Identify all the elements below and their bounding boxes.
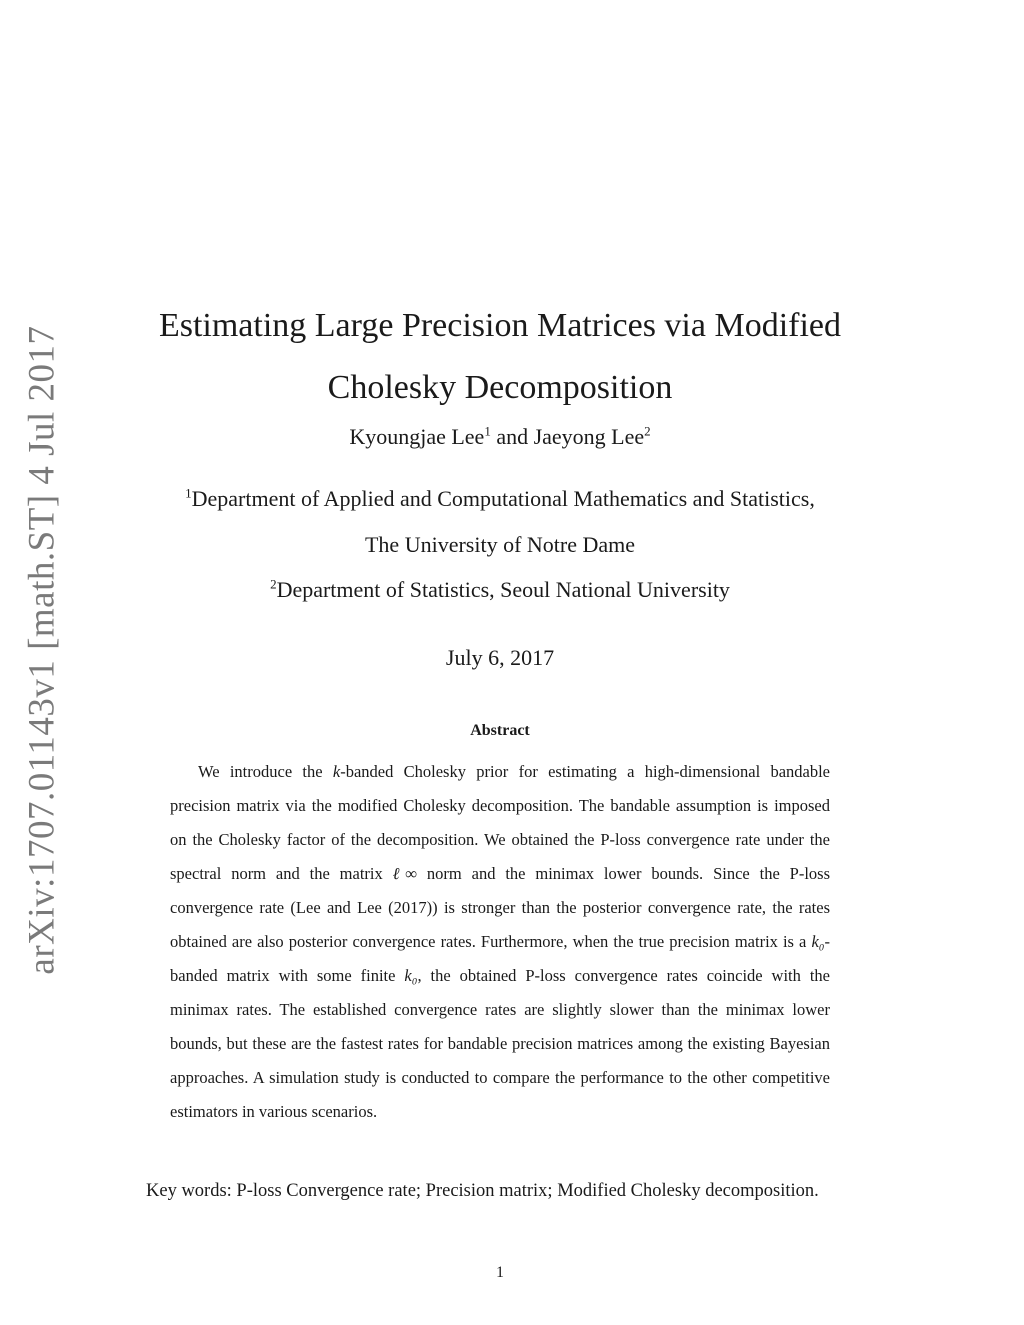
author-2: Jaeyong Lee: [533, 424, 645, 449]
paper-date: July 6, 2017: [445, 645, 555, 670]
author-connector: and: [490, 424, 534, 449]
abstract-math-ell-inf: ℓ∞: [392, 864, 418, 883]
abstract-math-k0-a: k₀: [811, 932, 825, 951]
author-1: Kyoungjae Lee: [349, 424, 485, 449]
paper-title: [112, 295, 888, 419]
title-line-1: Estimating Large Precision Matrices via Modified: [158, 306, 842, 344]
arxiv-stamp: arXiv:1707.01143v1 [math.ST] 4 Jul 2017: [21, 325, 63, 975]
author-2-mark: 2: [644, 423, 651, 439]
page-number: 1: [496, 1264, 504, 1281]
abstract-part-5: , the obtained P-loss convergence rates coincide with the minimax rates. The established convergence rates are slightly slower than the minimax lower bounds, but these are the fastest rates for bandable precision matrices among the existing Bayesian approaches. A simulation study is conducted to compare the performance to the other competitive estimators in various scenarios.: [170, 966, 830, 1121]
affiliation-1-line-1: Department of Applied and Computational Mathematics and Statistics,: [191, 486, 815, 511]
abstract-math-k0-b: k₀: [404, 966, 418, 985]
abstract-part-4: -banded matrix with some finite: [170, 932, 830, 985]
title-line-2: Cholesky Decomposition: [327, 368, 673, 406]
author-1-mark: 1: [484, 423, 491, 439]
affiliation-2-line-1: Department of Statistics, Seoul National University: [276, 577, 730, 602]
affiliation-1-mark: 1: [185, 485, 192, 501]
affiliation-1-line-2: The University of Notre Dame: [364, 532, 636, 557]
abstract-part-1: We introduce the: [198, 762, 333, 781]
abstract-body: [170, 755, 830, 1129]
abstract-part-3: norm and the minimax lower bounds. Since the P-loss convergence rate (Lee and Lee (2017)) is stronger than the posterior convergence rate, the rates obtained are also posterior convergence rates. Furthermore, when the true precision matrix is a: [170, 864, 831, 951]
keywords: Key words: P-loss Convergence rate; Precision matrix; Modified Cholesky decomposition.: [146, 1181, 819, 1201]
abstract-math-k: k: [332, 762, 341, 781]
affiliation-2-mark: 2: [270, 576, 277, 592]
affiliation-2: [100, 577, 900, 603]
abstract-heading: Abstract: [470, 722, 530, 739]
affiliation-1: [100, 486, 900, 512]
abstract-part-2: -banded Cholesky prior for estimating a high-dimensional bandable precision matrix via the modified Cholesky decomposition. The bandable assumption is imposed on the Cholesky factor of the decomposition. We obtained the P-loss convergence rate under the spectral norm and the matrix: [170, 762, 831, 883]
authors: [112, 424, 888, 450]
